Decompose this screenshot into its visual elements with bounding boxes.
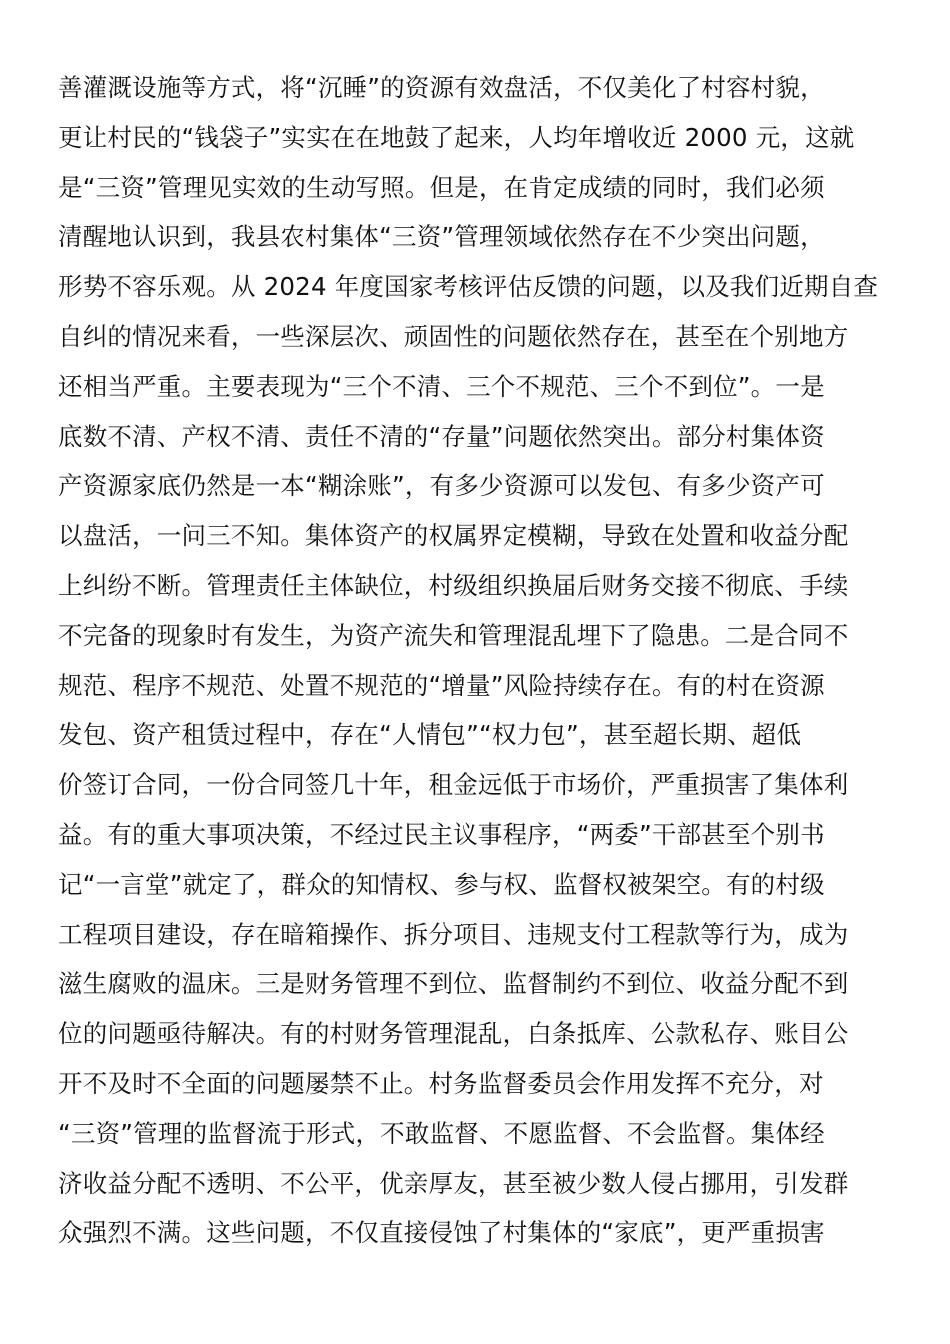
text-line: 产资源家底仍然是一本“糊涂账”，有多少资源可以发包、有多少资产可 xyxy=(58,471,825,501)
text-line: 自纠的情况来看，一些深层次、顽固性的问题依然存在，甚至在个别地方 xyxy=(58,321,849,351)
text-line: 更让村民的“钱袋子”实实在在地鼓了起来，人均年增收近 2000 元，这就 xyxy=(58,122,855,152)
text-line: 规范、程序不规范、处置不规范的“增量”风险持续存在。有的村在资源 xyxy=(58,670,825,700)
text-line: 以盘活，一问三不知。集体资产的权属界定模糊，导致在处置和收益分配 xyxy=(58,521,849,551)
text-line: 是“三资”管理见实效的生动写照。但是，在肯定成绩的同时，我们必须 xyxy=(58,172,825,202)
body-paragraph xyxy=(58,63,892,1258)
text-line: 清醒地认识到，我县农村集体“三资”管理领域依然存在不少突出问题， xyxy=(58,222,825,252)
text-line: 众强烈不满。这些问题，不仅直接侵蚀了村集体的“家底”，更严重损害 xyxy=(58,1218,825,1248)
text-line: 开不及时不全面的问题屡禁不止。村务监督委员会作用发挥不充分，对 xyxy=(58,1068,824,1098)
text-line: 滋生腐败的温床。三是财务管理不到位、监督制约不到位、收益分配不到 xyxy=(58,969,849,999)
text-line: “三资”管理的监督流于形式，不敢监督、不愿监督、不会监督。集体经 xyxy=(58,1118,825,1148)
text-line: 善灌溉设施等方式，将“沉睡”的资源有效盘活，不仅美化了村容村貌， xyxy=(58,73,825,102)
text-line: 益。有的重大事项决策，不经过民主议事程序，“两委”干部甚至个别书 xyxy=(58,819,825,849)
text-line: 位的问题亟待解决。有的村财务管理混乱，白条抵库、公款私存、账目公 xyxy=(58,1019,849,1049)
text-line: 发包、资产租赁过程中，存在“人情包”“权力包”，甚至超长期、超低 xyxy=(58,720,802,750)
text-line: 记“一言堂”就定了，群众的知情权、参与权、监督权被架空。有的村级 xyxy=(58,869,825,899)
text-line: 济收益分配不透明、不公平，优亲厚友，甚至被少数人侵占挪用，引发群 xyxy=(58,1168,849,1198)
text-line: 不完备的现象时有发生，为资产流失和管理混乱埋下了隐患。二是合同不 xyxy=(58,620,849,650)
text-line: 底数不清、产权不清、责任不清的“存量”问题依然突出。部分村集体资 xyxy=(58,421,825,451)
text-line: 价签订合同，一份合同签几十年，租金远低于市场价，严重损害了集体利 xyxy=(58,770,849,800)
text-line: 还相当严重。主要表现为“三个不清、三个不规范、三个不到位”。一是 xyxy=(58,371,825,401)
text-line: 工程项目建设，存在暗箱操作、拆分项目、违规支付工程款等行为，成为 xyxy=(58,919,849,949)
text-line: 形势不容乐观。从 2024 年度国家考核评估反馈的问题，以及我们近期自查 xyxy=(58,272,879,302)
text-line: 上纠纷不断。管理责任主体缺位，村级组织换届后财务交接不彻底、手续 xyxy=(58,570,849,600)
